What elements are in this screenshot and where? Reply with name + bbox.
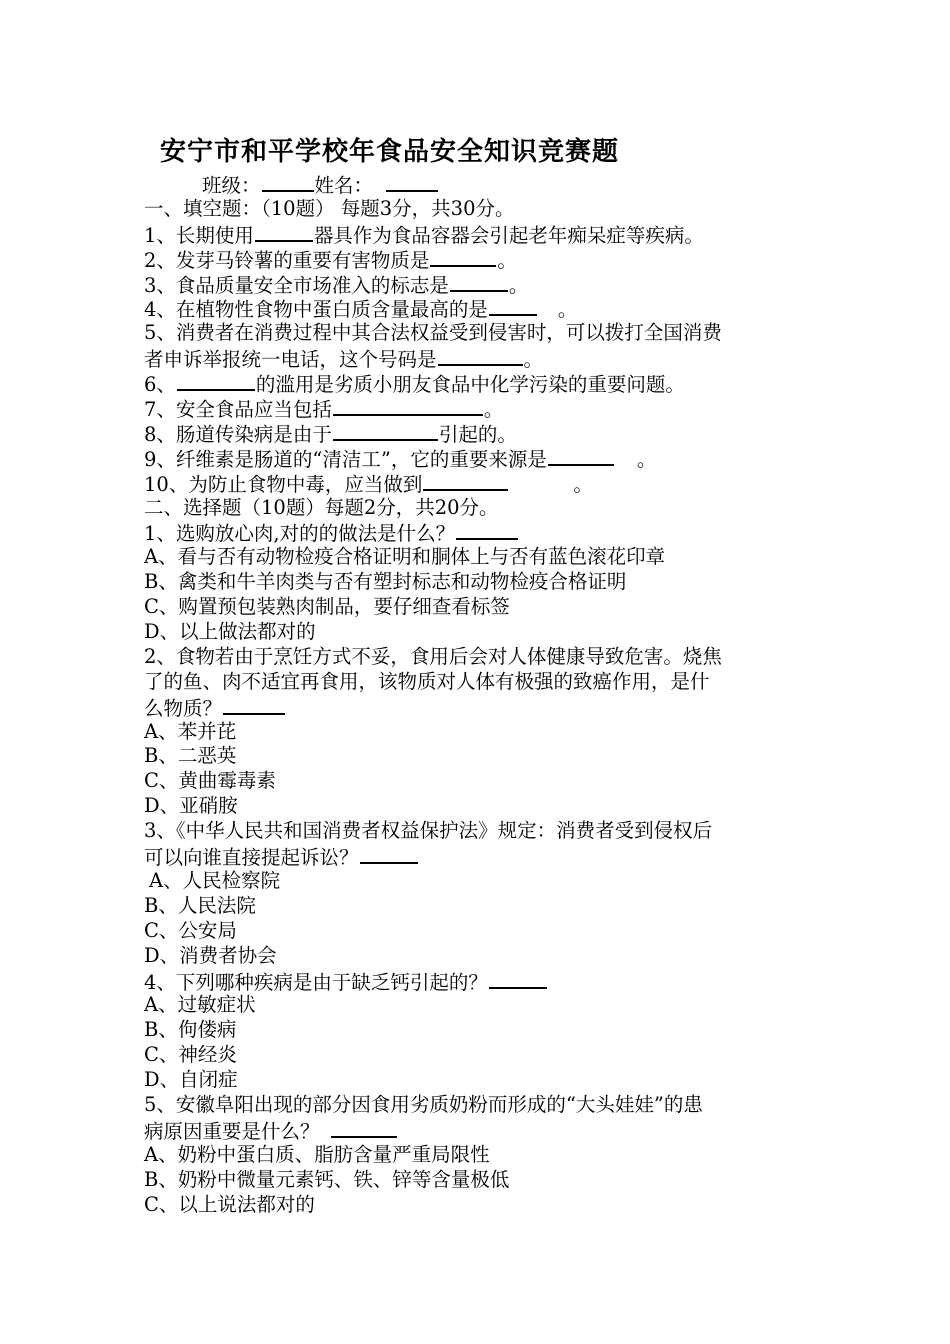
q8-blank (333, 421, 438, 441)
cq5-blank (331, 1118, 397, 1138)
q8-text-pre: 8、肠道传染病是由于 (144, 422, 332, 446)
fill-question-3 (144, 272, 809, 297)
cq5-stem-line1: 5、安徽阜阳出现的部分因食用劣质奶粉而形成的“大头娃娃”的患 (144, 1092, 703, 1116)
cq2-stem-line1: 2、食物若由于烹饪方式不妥，食用后会对人体健康导致危害。烧焦 (144, 644, 722, 668)
q5-text-post: 。 (523, 348, 544, 372)
fill-question-9 (144, 446, 809, 471)
cq1-option-d: D、以上做法都对的 (144, 620, 316, 644)
cq4-stem-text: 4、下列哪种疾病是由于缺乏钙引起的？ (144, 970, 488, 994)
q1-text-pre: 1、长期使用 (144, 223, 254, 247)
fill-question-7 (144, 396, 809, 421)
q3-blank (450, 272, 508, 292)
student-info-line (144, 172, 809, 197)
q6-text-pre: 6、 (144, 373, 176, 397)
fill-question-8 (144, 421, 809, 446)
q3-text-pre: 3、食品质量安全市场准入的标志是 (144, 273, 449, 297)
name-label: 姓名： (314, 174, 374, 197)
section1-heading: 一、填空题：（10题） 每题3分，共30分。 (144, 196, 515, 220)
q9-blank (548, 446, 614, 466)
q2-text-post: 。 (497, 248, 517, 272)
cq4-blank (489, 969, 547, 989)
q10-blank (423, 471, 508, 491)
q9-text-post: 。 (636, 447, 657, 471)
cq5-option-a: A、奶粉中蛋白质、脂肪含量严重局限性 (144, 1142, 490, 1166)
q6-text-post: 的滥用是劣质小朋友食品中化学污染的重要问题。 (255, 373, 685, 397)
q9-text-pre: 9、纤维素是肠道的“清洁工”，它的重要来源是 (144, 447, 547, 471)
q4-text-pre: 4、在植物性食物中蛋白质含量最高的是 (144, 298, 488, 322)
fill-question-5-line2 (144, 346, 809, 371)
cq5-stem-text: 病原因重要是什么？ (144, 1119, 320, 1143)
cq3-option-b: B、人民法院 (144, 893, 256, 917)
q5-blank (438, 346, 523, 366)
q6-blank (177, 371, 255, 391)
q7-text-pre: 7、安全食品应当包括 (144, 398, 332, 422)
cq4-option-d: D、自闭症 (144, 1068, 238, 1092)
choice-question-4-stem (144, 969, 809, 994)
q10-text-pre: 10、为防止食物中毒，应当做到 (144, 472, 423, 496)
fill-question-10 (144, 471, 809, 496)
cq2-option-c: C、黄曲霉毒素 (144, 769, 276, 793)
cq1-stem-text: 1、选购放心肉,对的的做法是什么？ (144, 522, 456, 546)
fill-question-2 (144, 247, 809, 272)
q4-blank (489, 296, 537, 316)
q1-blank (255, 222, 313, 242)
cq5-stem-line2 (144, 1118, 809, 1143)
cq2-option-d: D、亚硝胺 (144, 794, 238, 818)
cq4-option-a: A、过敏症状 (144, 993, 256, 1017)
cq3-option-a: A、人民检察院 (149, 868, 281, 892)
cq1-blank (456, 520, 518, 540)
cq1-option-b: B、禽类和牛羊肉类与否有塑封标志和动物检疫合格证明 (144, 570, 627, 594)
cq2-stem-text: 么物质？ (144, 696, 223, 720)
exam-body (144, 172, 809, 1217)
cq2-stem-line3 (144, 695, 809, 720)
class-label: 班级： (202, 174, 261, 197)
cq1-option-a: A、看与否有动物检疫合格证明和胴体上与否有蓝色滚花印章 (144, 545, 666, 569)
cq2-blank (223, 695, 285, 715)
cq3-blank (360, 844, 418, 864)
cq4-option-b: B、佝偻病 (144, 1018, 237, 1042)
cq2-stem-line2: 了的鱼、肉不适宜再食用，该物质对人体有极强的致癌作用，是什 (144, 669, 710, 693)
class-blank (262, 172, 314, 192)
cq4-option-c: C、神经炎 (144, 1043, 237, 1067)
page-title: 安宁市和平学校年食品安全知识竞赛题 (160, 137, 620, 167)
q5-text-pre: 者申诉举报统一电话，这个号码是 (144, 348, 437, 372)
cq5-option-c: C、以上说法都对的 (144, 1192, 315, 1216)
cq3-stem-line1: 3、《中华人民共和国消费者权益保护法》规定：消费者受到侵权后 (144, 819, 713, 843)
q2-blank (430, 247, 496, 267)
choice-question-1-stem (144, 520, 809, 545)
q7-text-post: 。 (483, 398, 504, 422)
cq2-option-b: B、二恶英 (144, 744, 237, 768)
name-blank (386, 172, 438, 192)
fill-question-1 (144, 222, 809, 247)
cq5-option-b: B、奶粉中微量元素钙、铁、锌等含量极低 (144, 1167, 510, 1191)
cq3-stem-line2 (144, 844, 809, 869)
cq3-stem-text: 可以向谁直接提起诉讼？ (144, 846, 359, 870)
fill-question-6 (144, 371, 809, 396)
q2-text-pre: 2、发芽马铃薯的重要有害物质是 (144, 248, 430, 272)
cq1-option-c: C、购置预包装熟肉制品，要仔细查看标签 (144, 595, 510, 619)
q8-text-post: 引起的。 (438, 422, 517, 446)
q7-blank (333, 396, 483, 416)
cq3-option-c: C、公安局 (144, 918, 237, 942)
fill-question-5-line1: 5、消费者在消费过程中其合法权益受到侵害时，可以拨打全国消费 (144, 321, 722, 345)
q3-text-post: 。 (508, 273, 529, 297)
q4-text-post: 。 (557, 298, 578, 322)
cq3-option-d: D、消费者协会 (144, 943, 277, 967)
section2-heading: 二、选择题（10题）每题2分，共20分。 (144, 495, 499, 519)
q10-text-post: 。 (573, 472, 593, 496)
cq2-option-a: A、苯并芘 (144, 719, 237, 743)
q1-text-post: 器具作为食品容器会引起老年痴呆症等疾病。 (313, 223, 704, 247)
fill-question-4 (144, 296, 809, 321)
